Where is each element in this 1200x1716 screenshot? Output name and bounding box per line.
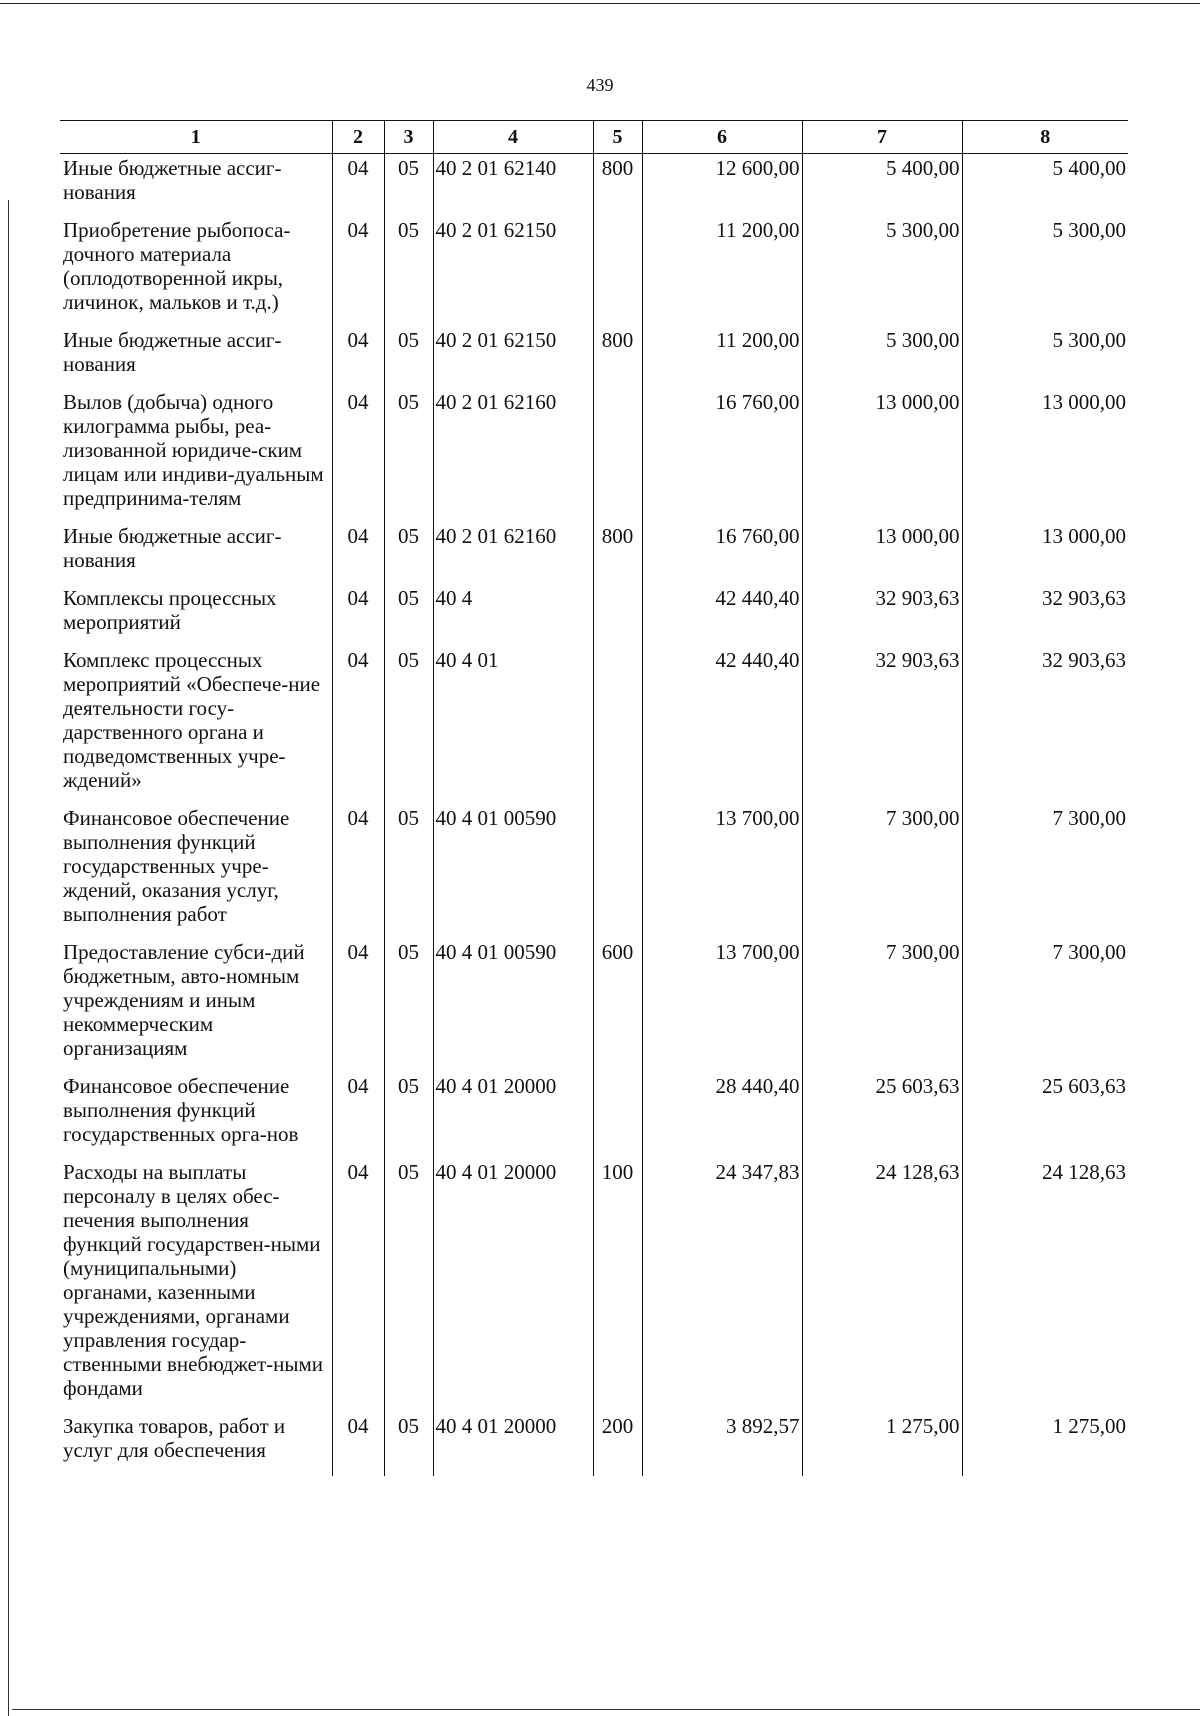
cell-name: Закупка товаров, работ и услуг для обеспечения [60,1412,332,1476]
cell-section: 04 [332,1072,384,1158]
cell-section: 04 [332,1412,384,1476]
cell-section: 04 [332,326,384,388]
cell-name: Иные бюджетные ассиг-нования [60,154,332,217]
cell-target-code: 40 2 01 62160 [433,388,593,522]
budget-table [60,120,1128,1476]
cell-section: 04 [332,216,384,326]
cell-amount-6: 16 760,00 [642,522,802,584]
cell-expense-type: 100 [593,1158,642,1412]
cell-amount-8: 24 128,63 [962,1158,1128,1412]
cell-name: Иные бюджетные ассиг-нования [60,326,332,388]
cell-subsection: 05 [384,1412,433,1476]
cell-section: 04 [332,154,384,217]
cell-section: 04 [332,584,384,646]
cell-amount-8: 32 903,63 [962,646,1128,804]
cell-target-code: 40 4 01 20000 [433,1158,593,1412]
cell-subsection: 05 [384,388,433,522]
cell-subsection: 05 [384,522,433,584]
cell-amount-6: 3 892,57 [642,1412,802,1476]
cell-name: Приобретение рыбопоса-дочного материала (оплодотворенной икры, личинок, мальков и т.д.) [60,216,332,326]
cell-amount-6: 42 440,40 [642,584,802,646]
cell-target-code: 40 2 01 62150 [433,216,593,326]
header-col-3: 3 [384,121,433,154]
cell-amount-8: 7 300,00 [962,938,1128,1072]
table-row [60,646,1128,804]
cell-name: Вылов (добыча) одного килограмма рыбы, реа-лизованной юридиче-ским лицам или индиви-дуальным предпринима-телям [60,388,332,522]
cell-amount-7: 13 000,00 [802,388,962,522]
cell-expense-type: 800 [593,522,642,584]
cell-target-code: 40 2 01 62160 [433,522,593,584]
cell-target-code: 40 4 01 20000 [433,1412,593,1476]
cell-target-code: 40 2 01 62140 [433,154,593,217]
cell-section: 04 [332,804,384,938]
cell-subsection: 05 [384,804,433,938]
cell-expense-type [593,584,642,646]
header-col-4: 4 [433,121,593,154]
cell-subsection: 05 [384,326,433,388]
table-row [60,388,1128,522]
left-margin-line [8,200,9,1716]
cell-amount-6: 12 600,00 [642,154,802,217]
cell-amount-8: 5 300,00 [962,326,1128,388]
cell-name: Предоставление субси-дий бюджетным, авто-номным учреждениям и иным некоммерческим организациям [60,938,332,1072]
cell-amount-7: 1 275,00 [802,1412,962,1476]
cell-expense-type: 800 [593,326,642,388]
cell-amount-6: 13 700,00 [642,804,802,938]
cell-subsection: 05 [384,1158,433,1412]
cell-expense-type: 800 [593,154,642,217]
cell-subsection: 05 [384,216,433,326]
header-row [60,121,1128,154]
cell-subsection: 05 [384,584,433,646]
cell-amount-6: 28 440,40 [642,1072,802,1158]
cell-amount-7: 24 128,63 [802,1158,962,1412]
cell-target-code: 40 4 01 00590 [433,938,593,1072]
table-row [60,216,1128,326]
cell-amount-6: 24 347,83 [642,1158,802,1412]
cell-amount-7: 32 903,63 [802,646,962,804]
cell-expense-type [593,804,642,938]
cell-name: Расходы на выплаты персоналу в целях обес-печения выполнения функций государствен-ными (муниципальными) органами, казенными учреждениями, органами управления государ-ственными внебюджет-ными фондами [60,1158,332,1412]
cell-target-code: 40 2 01 62150 [433,326,593,388]
cell-amount-6: 42 440,40 [642,646,802,804]
header-col-7: 7 [802,121,962,154]
cell-amount-7: 5 300,00 [802,326,962,388]
bottom-border-line [12,1709,1200,1710]
cell-amount-7: 7 300,00 [802,804,962,938]
cell-expense-type: 600 [593,938,642,1072]
cell-amount-8: 25 603,63 [962,1072,1128,1158]
cell-expense-type [593,646,642,804]
cell-amount-6: 16 760,00 [642,388,802,522]
cell-name: Комплекс процессных мероприятий «Обеспече-ние деятельности госу-дарственного органа и подведомственных учре-ждений» [60,646,332,804]
header-col-8: 8 [962,121,1128,154]
header-col-6: 6 [642,121,802,154]
page-number: 439 [586,75,614,95]
cell-amount-7: 5 400,00 [802,154,962,217]
cell-amount-7: 25 603,63 [802,1072,962,1158]
cell-name: Комплексы процессных мероприятий [60,584,332,646]
table-row [60,584,1128,646]
cell-amount-8: 5 400,00 [962,154,1128,217]
cell-target-code: 40 4 01 00590 [433,804,593,938]
cell-amount-8: 13 000,00 [962,388,1128,522]
cell-target-code: 40 4 01 20000 [433,1072,593,1158]
cell-amount-6: 13 700,00 [642,938,802,1072]
table-row [60,1158,1128,1412]
cell-expense-type [593,388,642,522]
table-row [60,522,1128,584]
cell-section: 04 [332,522,384,584]
header-col-5: 5 [593,121,642,154]
cell-amount-8: 5 300,00 [962,216,1128,326]
cell-amount-7: 32 903,63 [802,584,962,646]
header-col-2: 2 [332,121,384,154]
cell-target-code: 40 4 01 [433,646,593,804]
cell-subsection: 05 [384,1072,433,1158]
cell-expense-type: 200 [593,1412,642,1476]
cell-amount-8: 7 300,00 [962,804,1128,938]
header-col-1: 1 [60,121,332,154]
cell-section: 04 [332,938,384,1072]
table-row [60,938,1128,1072]
cell-section: 04 [332,388,384,522]
cell-amount-7: 13 000,00 [802,522,962,584]
cell-amount-7: 5 300,00 [802,216,962,326]
cell-subsection: 05 [384,938,433,1072]
table-row [60,326,1128,388]
cell-section: 04 [332,1158,384,1412]
cell-name: Финансовое обеспечение выполнения функций государственных орга-нов [60,1072,332,1158]
cell-amount-7: 7 300,00 [802,938,962,1072]
cell-subsection: 05 [384,646,433,804]
table-row [60,154,1128,217]
cell-amount-8: 32 903,63 [962,584,1128,646]
cell-target-code: 40 4 [433,584,593,646]
table-row [60,1412,1128,1476]
cell-expense-type [593,1072,642,1158]
cell-expense-type [593,216,642,326]
cell-amount-6: 11 200,00 [642,216,802,326]
cell-subsection: 05 [384,154,433,217]
cell-amount-8: 13 000,00 [962,522,1128,584]
cell-name: Иные бюджетные ассиг-нования [60,522,332,584]
cell-amount-6: 11 200,00 [642,326,802,388]
table-row [60,804,1128,938]
top-border-line [0,3,1200,4]
cell-amount-8: 1 275,00 [962,1412,1128,1476]
table-row [60,1072,1128,1158]
cell-section: 04 [332,646,384,804]
cell-name: Финансовое обеспечение выполнения функций государственных учре-ждений, оказания услуг, выполнения работ [60,804,332,938]
